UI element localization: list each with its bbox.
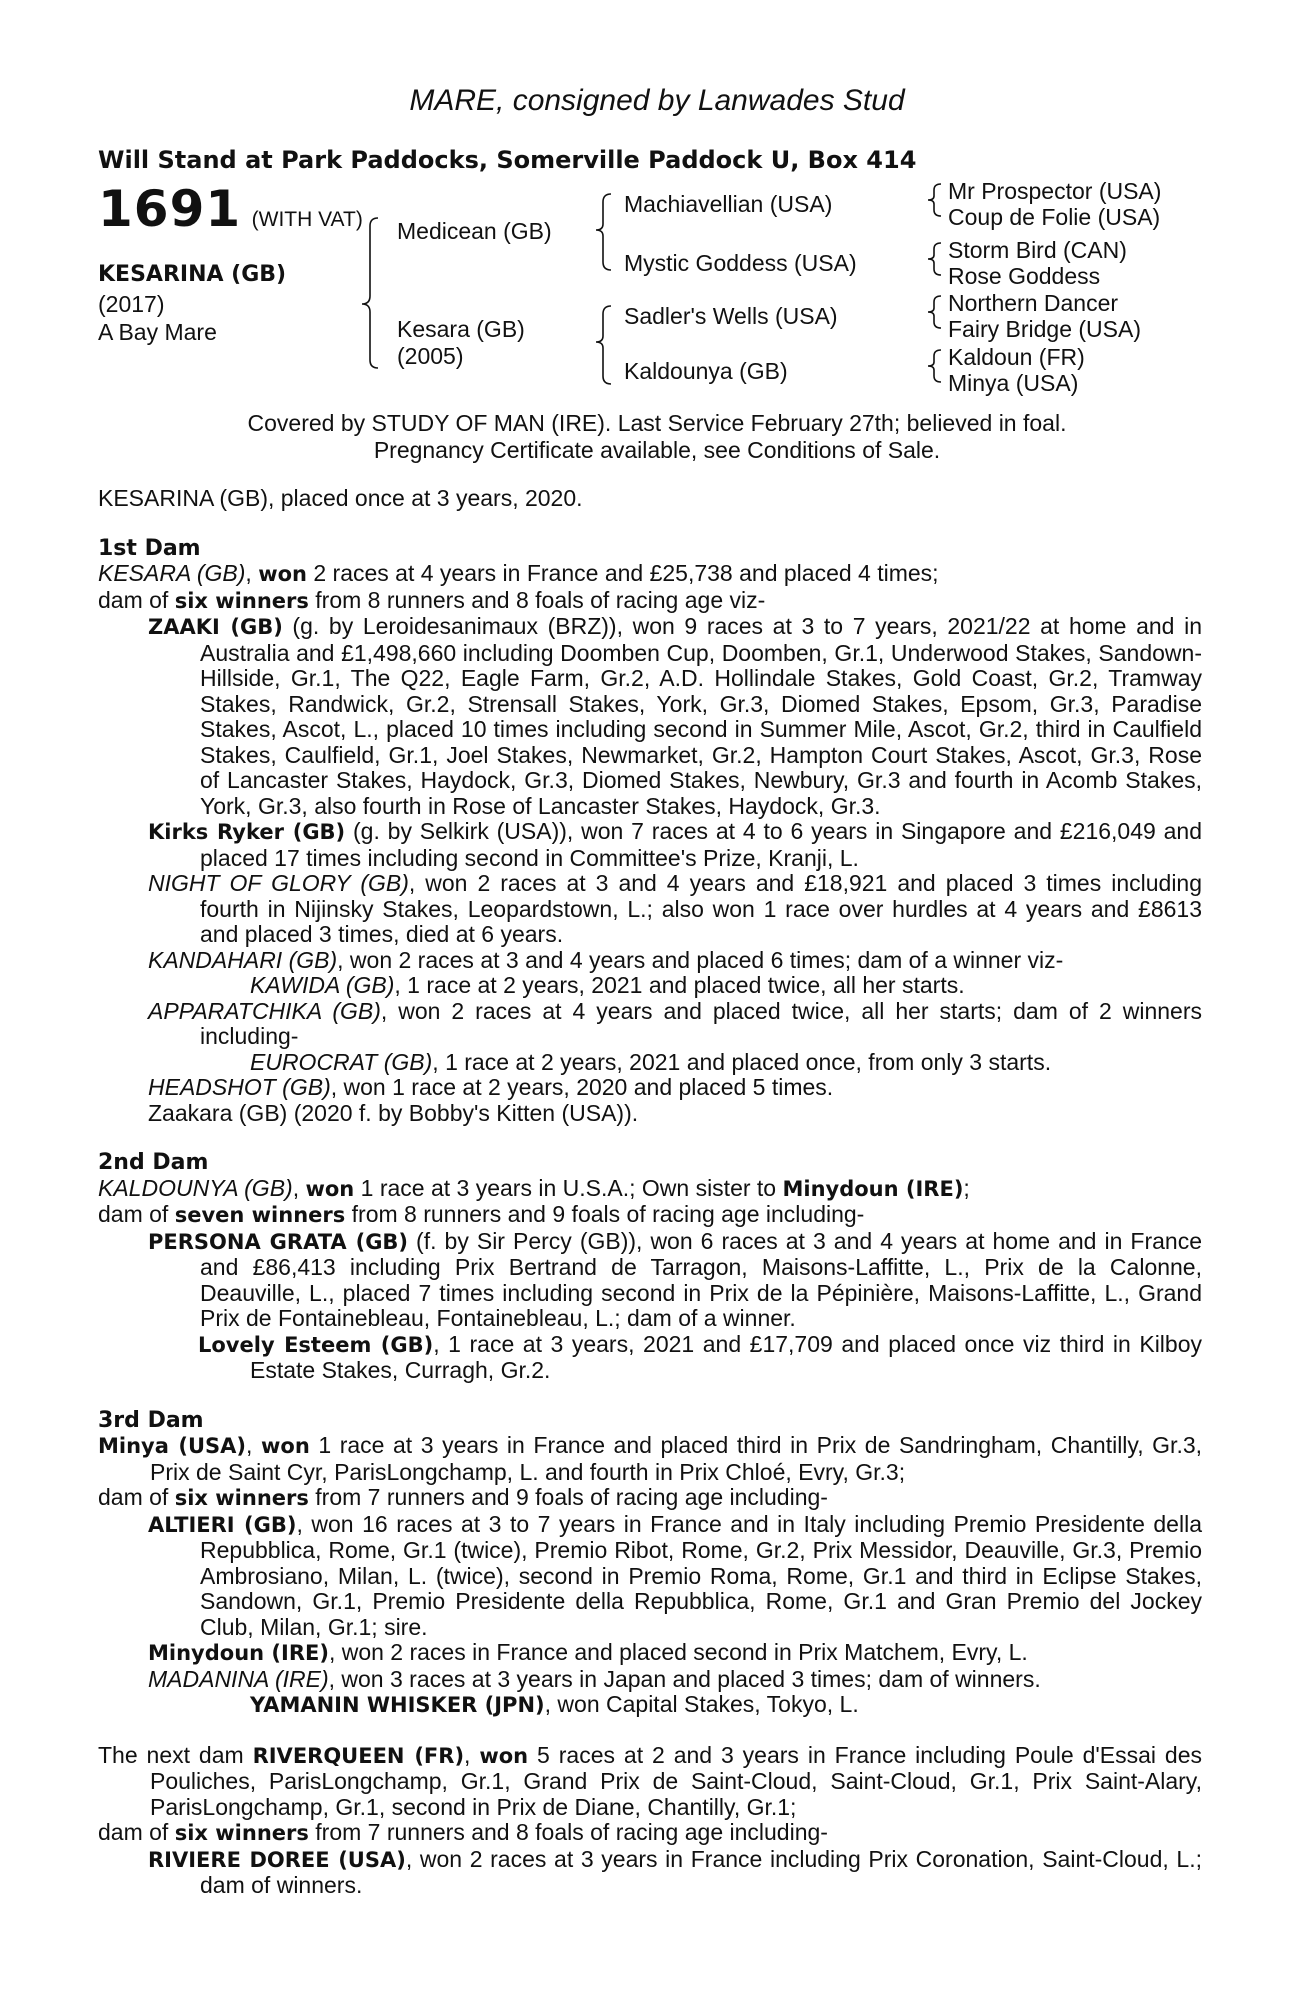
- night-entry: [98, 871, 1202, 948]
- next-dam-name: RIVERQUEEN (FR): [252, 1743, 465, 1768]
- first-dam-produce-line: [98, 588, 1202, 615]
- minydoun-text: , won 2 races in France and placed second in Prix Matchem, Evry, L.: [328, 1639, 1028, 1665]
- covered-line-2: Pregnancy Certificate available, see Conditions of Sale.: [373, 437, 941, 463]
- next-dam-dam-of: dam of: [98, 1819, 175, 1845]
- third-dam-heading: 3rd Dam: [98, 1407, 204, 1433]
- next-dam-produce-line: [98, 1820, 1202, 1847]
- riviere-name: RIVIERE DOREE (USA): [148, 1847, 406, 1872]
- riviere-entry: [98, 1847, 1202, 1899]
- zaakara-entry: Zaakara (GB) (2020 f. by Bobby's Kitten (USA)).: [148, 1099, 639, 1126]
- covered-note: [0, 410, 1314, 464]
- madanina-entry: [98, 1667, 1202, 1693]
- zaaki-text: (g. by Leroidesanimaux (BRZ)), won 9 races at 3 to 7 years, 2021/22 at home and in Australia and £1,498,660 including Doomben Cup, Doomben, Gr.1, Underwood Stakes, Sandown-Hillside, Gr.1, The Q22, Eagle Farm, Gr.2, A.D. Hollindale Stakes, Gold Coast, Gr.2, Tramway Stakes, Randwick, Gr.2, Strensall Stakes, York, Gr.3, Diomed Stakes, Epsom, Gr.3, Paradise Stakes, Ascot, L., placed 10 times including second in Summer Mile, Ascot, Gr.2, third in Caulfield Stakes, Caulfield, Gr.1, Joel Stakes, Newmarket, Gr.2, Hampton Court Stakes, Ascot, Gr.3, Rose of Lancaster Stakes, Haydock, Gr.3, Diomed Stakes, Newbury, Gr.3 and fourth in Acomb Stakes, York, Gr.3, also fourth in Rose of Lancaster Stakes, Haydock, Gr.3.: [200, 613, 1202, 819]
- third-dam-name: Minya (USA): [98, 1434, 247, 1458]
- pedigree-sire: Medicean (GB): [397, 218, 552, 244]
- third-dam-intro: Minya (USA), won 1 race at 3 years in France and placed third in Prix de Sandringham, Chantilly, Gr.3, Prix de Saint Cyr, ParisLongchamp, L. and fourth in Prix Chloé, Evry, Gr.3;: [98, 1432, 1203, 1485]
- next-dam-intro-text: 5 races at 2 and 3 years in France including Poule d'Essai des Pouliches, ParisLongchamp, Gr.1, Grand Prix de Saint-Cloud, Saint-Cloud, Gr.1, Prix Saint-Alary, ParisLongchamp, Gr.1, second in Prix de Diane, Chantilly, Gr.1;: [150, 1741, 1202, 1820]
- altieri-entry: [98, 1512, 1202, 1641]
- yamanin-name: YAMANIN WHISKER (JPN): [250, 1693, 545, 1717]
- pedigree-sire-sire: Machiavellian (USA): [624, 191, 833, 217]
- headshot-text: , won 1 race at 2 years, 2020 and placed 5 times.: [330, 1074, 834, 1100]
- minydoun-entry: [98, 1640, 1202, 1667]
- first-dam-won: won: [258, 562, 307, 586]
- horse-summary: KESARINA (GB), placed once at 3 years, 2020.: [98, 485, 583, 511]
- kirks-name: Kirks Ryker (GB): [148, 820, 346, 844]
- lot-vat: (WITH VAT): [251, 208, 363, 231]
- third-dam-produce-line: [98, 1485, 1202, 1512]
- pedigree-g4: Rose Goddess: [948, 263, 1101, 289]
- stand-location: Will Stand at Park Paddocks, Somerville Paddock U, Box 414: [98, 146, 917, 174]
- appa-entry: [98, 999, 1202, 1050]
- first-dam-intro: KESARA (GB), won 2 races at 4 years in France and £25,738 and placed 4 times;: [98, 560, 939, 586]
- pedigree-sire-dam: Mystic Goddess (USA): [624, 250, 857, 276]
- second-dam-produce-line: [98, 1202, 1202, 1229]
- zaaki-name: ZAAKI (GB): [148, 615, 283, 639]
- next-dam-winners-rest: from 7 runners and 8 foals of racing age including-: [308, 1819, 828, 1845]
- persona-name: PERSONA GRATA (GB): [148, 1229, 409, 1254]
- madanina-name: MADANINA (IRE): [148, 1665, 329, 1692]
- night-text: , won 2 races at 3 and 4 years and £18,921 and placed 3 times including fourth in Nijinsky Stakes, Leopardstown, L.; also won 1 race over hurdles at 4 years and £8613 and placed 3 times, died at 6 years.: [200, 870, 1203, 947]
- kawida-name: KAWIDA (GB): [250, 972, 395, 998]
- first-dam-winners: six winners: [174, 588, 309, 613]
- kandahari-text: , won 2 races at 3 and 4 years and placed 6 times; dam of a winner viz-: [337, 946, 1064, 973]
- altieri-text: , won 16 races at 3 to 7 years in France and in Italy including Premio Presidente della Repubblica, Rome, Gr.1 (twice), Premio Ribot, Rome, Gr.2, Prix Messidor, Deauville, Gr.3, Premio Ambrosiano, Milan, L. (twice), second in Premio Roma, Rome, Gr.1 and third in Eclipse Stakes, Sandown, Gr.1, Premio Presidente della Repubblica, Rome, Gr.1 and Gran Premio del Jockey Club, Milan, Gr.1; sire.: [200, 1510, 1202, 1640]
- appa-name: APPARATCHIKA (GB): [148, 997, 381, 1024]
- first-dam-name: KESARA (GB): [98, 560, 246, 586]
- second-dam-won: won: [305, 1176, 355, 1201]
- pedigree-g3: Storm Bird (CAN): [948, 237, 1127, 263]
- pedigree-dam: Kesara (GB): [397, 316, 525, 342]
- third-dam-dam-of: dam of: [98, 1484, 175, 1510]
- pedigree-g7: Kaldoun (FR): [948, 344, 1085, 370]
- second-dam-dam-of: dam of: [98, 1201, 175, 1227]
- third-dam-winners-rest: from 7 runners and 9 foals of racing age including-: [308, 1484, 828, 1510]
- pedigree-g2: Coup de Folie (USA): [948, 204, 1161, 230]
- altieri-name: ALTIERI (GB): [148, 1512, 297, 1537]
- next-dam-prefix: The next dam: [98, 1741, 253, 1768]
- appa-text: , won 2 races at 4 years and placed twice, all her starts; dam of 2 winners including-: [200, 997, 1203, 1049]
- euro-text: , 1 race at 2 years, 2021 and placed once, from only 3 starts.: [432, 1048, 1052, 1075]
- euro-name: EUROCRAT (GB): [250, 1048, 433, 1075]
- euro-entry: [98, 1050, 1202, 1076]
- next-dam-won: won: [479, 1743, 529, 1768]
- lovely-entry: [98, 1332, 1202, 1384]
- first-dam-heading: 1st Dam: [98, 535, 201, 561]
- pedigree-dam-dam: Kaldounya (GB): [624, 358, 788, 384]
- pedigree-g6: Fairy Bridge (USA): [948, 316, 1141, 342]
- horse-year: (2017): [98, 291, 165, 317]
- first-dam-winners-rest: from 8 runners and 8 foals of racing age viz-: [308, 586, 766, 613]
- riviere-text: , won 2 races at 3 years in France including Prix Coronation, Saint-Cloud, L.; dam of winners.: [200, 1845, 1202, 1898]
- horse-description: A Bay Mare: [98, 319, 217, 345]
- persona-text: (f. by Sir Percy (GB)), won 6 races at 3 and 4 years at home and in France and £86,413 including Prix Bertrand de Tarragon, Maisons-Laffitte, L., Prix de la Calonne, Deauville, L., placed 7 times including second in Prix de la Pépinière, Maisons-Laffitte, L., Grand Prix de Fontainebleau, Fontainebleau, L.; dam of a winner.: [200, 1227, 1202, 1331]
- second-dam-intro: KALDOUNYA (GB), won 1 race at 3 years in U.S.A.; Own sister to Minydoun (IRE);: [98, 1174, 970, 1201]
- yamanin-entry: [98, 1692, 1202, 1719]
- yamanin-text: , won Capital Stakes, Tokyo, L.: [544, 1691, 859, 1717]
- lovely-name: Lovely Esteem (GB): [198, 1332, 434, 1357]
- madanina-text: , won 3 races at 3 years in Japan and placed 3 times; dam of winners.: [328, 1665, 1041, 1692]
- horse-name: KESARINA (GB): [98, 262, 287, 287]
- first-dam-intro-text: 2 races at 4 years in France and £25,738 and placed 4 times;: [306, 560, 939, 586]
- pedigree-g1: Mr Prospector (USA): [948, 178, 1162, 204]
- zaaki-entry: [98, 614, 1202, 819]
- lovely-text: , 1 race at 3 years, 2021 and £17,709 and placed once viz third in Kilboy Estate Stakes, Curragh, Gr.2.: [250, 1330, 1202, 1383]
- pedigree-g5: Northern Dancer: [948, 290, 1119, 316]
- second-dam-heading: 2nd Dam: [98, 1150, 209, 1175]
- pedigree-dam-sire: Sadler's Wells (USA): [624, 303, 838, 329]
- second-dam-intro-text: 1 race at 3 years in U.S.A.; Own sister to: [354, 1174, 783, 1201]
- pedigree-dam-year: (2005): [397, 343, 464, 369]
- minydoun-name: Minydoun (IRE): [148, 1641, 329, 1665]
- next-dam-intro: The next dam RIVERQUEEN (FR), won 5 races at 2 and 3 years in France including Poule d'Essai des Pouliches, ParisLongchamp, Gr.1, Grand Prix de Saint-Cloud, Saint-Cloud, Gr.1, Prix Saint-Alary, ParisLongchamp, Gr.1, second in Prix de Diane, Chantilly, Gr.1;: [98, 1741, 1202, 1820]
- second-dam-name: KALDOUNYA (GB): [98, 1174, 293, 1201]
- kawida-entry: [98, 973, 1202, 999]
- page-title: MARE, consigned by Lanwades Stud: [409, 84, 905, 117]
- second-dam-winners-rest: from 8 runners and 9 foals of racing age including-: [345, 1201, 865, 1227]
- third-dam-winners: six winners: [174, 1486, 309, 1510]
- kandahari-name: KANDAHARI (GB): [148, 946, 338, 973]
- next-dam-winners: six winners: [174, 1821, 309, 1845]
- third-dam-won: won: [261, 1434, 310, 1458]
- pedigree-body: [98, 486, 1202, 1899]
- kandahari-entry: [98, 948, 1202, 974]
- third-dam-intro-text: 1 race at 3 years in France and placed third in Prix de Sandringham, Chantilly, Gr.3, Prix de Saint Cyr, ParisLongchamp, L. and fourth in Prix Chloé, Evry, Gr.3;: [150, 1432, 1203, 1485]
- lot-number: 1691: [98, 180, 242, 238]
- kirks-entry: [98, 819, 1202, 871]
- first-dam-dam-of: dam of: [98, 586, 175, 613]
- covered-line-1: Covered by STUDY OF MAN (IRE). Last Service February 27th; believed in foal.: [247, 410, 1067, 436]
- night-name: NIGHT OF GLORY (GB): [148, 870, 409, 896]
- persona-entry: [98, 1229, 1202, 1332]
- kawida-text: , 1 race at 2 years, 2021 and placed twice, all her starts.: [394, 972, 965, 998]
- pedigree-g8: Minya (USA): [948, 370, 1079, 396]
- headshot-name: HEADSHOT (GB): [148, 1074, 331, 1100]
- second-dam-winners: seven winners: [174, 1203, 346, 1227]
- kirks-text: (g. by Selkirk (USA)), won 7 races at 4 to 6 years in Singapore and £216,049 and placed 17 times including second in Committee's Prize, Kranji, L.: [200, 818, 1202, 871]
- second-dam-sister: Minydoun (IRE): [782, 1176, 964, 1201]
- headshot-entry: [98, 1075, 1202, 1101]
